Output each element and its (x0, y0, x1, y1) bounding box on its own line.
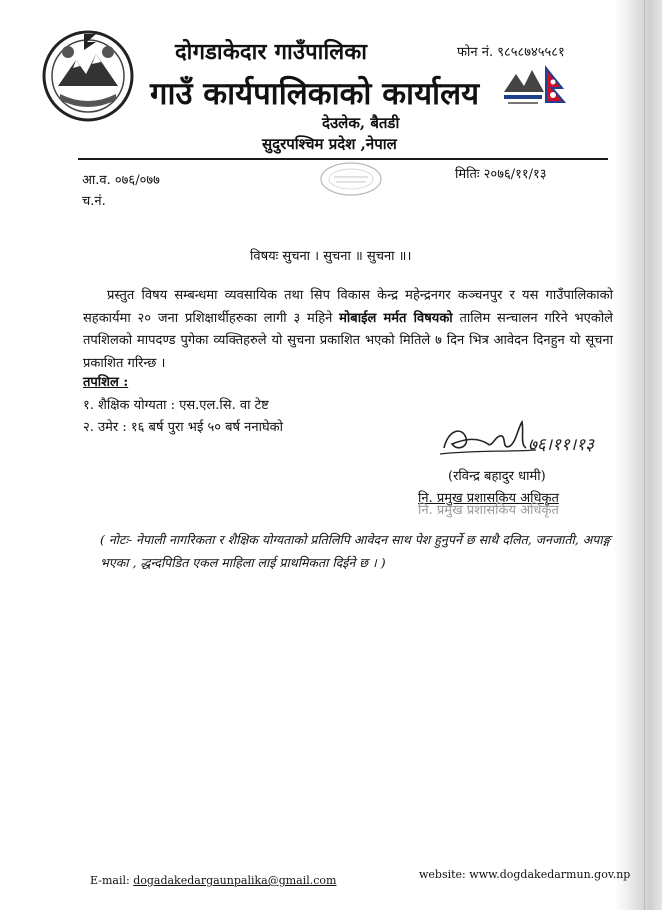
visit-nepal-logo-icon (498, 62, 570, 110)
address-line-2: सुदुरपश्चिम प्रदेश ,नेपाल (262, 135, 397, 153)
body-text-part-2: तालिम सन्चालन गरिने भएकोले तपशिलको मापदण्ड पुगेका व्यक्तिहरुले यो सुचना प्रकाशित भएको मितिले ७ दिन भित्र आवेदन दिनहुन यो सूचना प्रकाशित गरिन्छ । (83, 310, 613, 371)
website-url[interactable]: www.dogdakedarmun.gov.np (469, 868, 631, 881)
address-line-1: देउलेक, बैतडी (322, 114, 400, 132)
footer-email (90, 874, 337, 887)
scan-edge-shadow (614, 0, 662, 910)
details-heading: तपशिल : (83, 375, 129, 390)
notice-date: मितिः २०७६/११/१३ (455, 167, 547, 182)
office-stamp-icon (318, 160, 384, 198)
municipality-name: दोगडाकेदार गाउँपालिका (175, 39, 368, 65)
office-name: गाउँ कार्यपालिकाको कार्यालय (150, 76, 480, 112)
body-text-part-1: प्रस्तुत विषय सम्बन्धमा व्यवसायिक तथा सिप विकास केन्द्र महेन्द्रनगर कञ्चनपुर र यस गाउँपालिकाको सहकार्यमा २० जना प्रशिक्षार्थीहरुका लागी ३ महिने (83, 288, 613, 326)
notice-body (83, 285, 613, 375)
signatory-title: नि. प्रमुख प्रशासकिय अधिकृत (418, 491, 559, 506)
handwritten-signature (436, 414, 596, 464)
signatory-title-stamp: नि. प्रमुख प्रशासकिय अधिकृत (418, 503, 559, 518)
website-label: website: (419, 868, 466, 881)
signature-date: ७६।११।१३ (528, 435, 594, 455)
footer-website (419, 868, 630, 881)
signatory-name: (रविन्द्र बहादुर धामी) (448, 469, 546, 484)
nepal-emblem-icon (38, 24, 138, 124)
email-label: E-mail: (90, 874, 130, 887)
note-text: ( नोटः- नेपाली नागरिकता र शैक्षिक योग्यताको प्रतिलिपि आवेदन साथ पेश हुनुपर्ने छ साथै दलित, जनजाती, अपाङ्ग भएका , द्धन्दपिडित एकल माहिला लाई प्राथमिकता दिईने छ । ) (100, 532, 611, 570)
notice-subject: विषयः सुचना । सुचना ॥ सुचना ॥। (250, 249, 412, 264)
fiscal-year: आ.व. ०७६/०७७ (82, 173, 160, 188)
phone-number: फोन नं. ९८५८७४५५८१ (457, 45, 565, 60)
body-highlight-text: मोबाईल मर्मत विषयको (339, 310, 453, 326)
requirement-education: १. शैक्षिक योग्यता : एस.एल.सि. वा टेष्ट (83, 398, 269, 413)
email-link[interactable]: dogadakedargaunpalika@gmail.com (133, 874, 337, 887)
dispatch-number: च.नं. (82, 194, 106, 209)
requirement-age: २. उमेर : १६ बर्ष पुरा भई ५० बर्ष ननाघेको (83, 420, 284, 435)
